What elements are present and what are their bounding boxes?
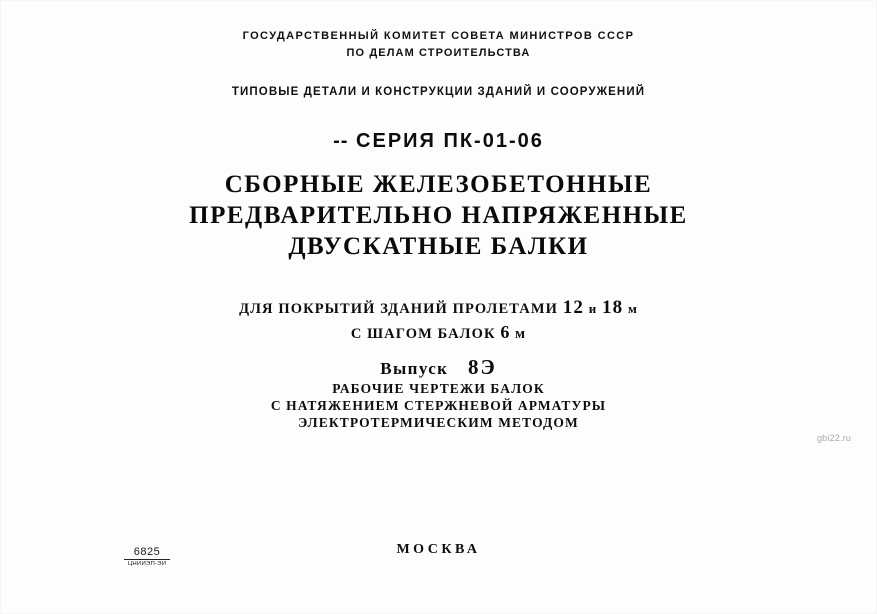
pitch-prefix: С ШАГОМ БАЛОК: [350, 326, 496, 342]
issue-label: Выпуск: [380, 359, 449, 378]
pitch-unit: м: [515, 326, 527, 342]
note-line-1: РАБОЧИЕ ЧЕРТЕЖИ БАЛОК: [332, 381, 545, 396]
stamp-sub-code: ЦНИИЭП-ЭИ: [127, 561, 167, 567]
note-line-3: ЭЛЕКТРОТЕРМИЧЕСКИМ МЕТОДОМ: [298, 415, 579, 430]
stamp-code: 6825: [124, 546, 170, 560]
title-line-3: ДВУСКАТНЫЕ БАЛКИ: [288, 233, 589, 260]
header-line-2: ПО ДЕЛАМ СТРОИТЕЛЬСТВА: [346, 47, 531, 59]
series-line: [0, 130, 877, 153]
archive-stamp: [124, 546, 170, 567]
header-line-3: ТИПОВЫЕ ДЕТАЛИ И КОНСТРУКЦИИ ЗДАНИЙ И СООРУЖЕНИЙ: [231, 86, 646, 98]
issue-number: 8Э: [468, 355, 497, 379]
span-conjunction: и: [588, 301, 598, 316]
title-line-2: ПРЕДВАРИТЕЛЬНО НАПРЯЖЕННЫЕ: [189, 202, 688, 229]
subtitle-pitch-line: [0, 322, 877, 343]
pitch-value: 6: [500, 322, 511, 342]
series-label: СЕРИЯ ПК-01-06: [356, 130, 544, 152]
subtitle-prefix: ДЛЯ ПОКРЫТИЙ ЗДАНИЙ ПРОЛЕТАМИ: [239, 301, 559, 317]
span-value-1: 12: [562, 297, 584, 318]
span-unit: м: [627, 301, 638, 316]
watermark: gbi22.ru: [816, 433, 852, 443]
span-value-2: 18: [602, 297, 624, 318]
header-line-1: ГОСУДАРСТВЕННЫЙ КОМИТЕТ СОВЕТА МИНИСТРОВ СССР: [242, 30, 635, 42]
subtitle-spans-line: [0, 297, 877, 319]
series-dash-mark: --: [333, 130, 349, 152]
title-line-1: СБОРНЫЕ ЖЕЛЕЗОБЕТОННЫЕ: [224, 171, 653, 198]
issue-line: [0, 355, 877, 380]
city-line: МОСКВА: [396, 542, 481, 557]
note-line-2: С НАТЯЖЕНИЕМ СТЕРЖНЕВОЙ АРМАТУРЫ: [270, 398, 607, 413]
